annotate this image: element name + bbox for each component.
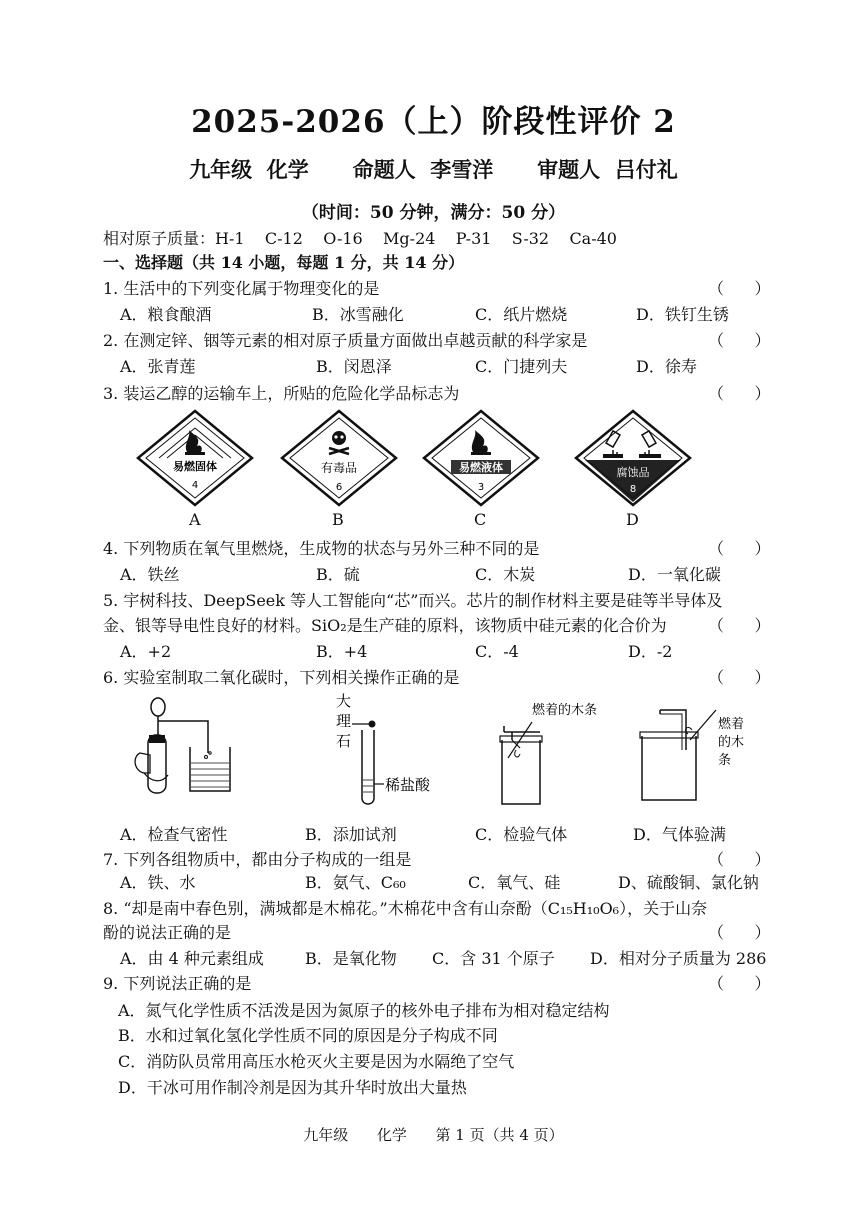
time-info: （时间：50 分钟，满分：50 分）	[301, 203, 566, 223]
q9-option-a[interactable]: A．氮气化学性质不活泼是因为氮原子的核外电子排布为相对稳定结构	[118, 1001, 610, 1020]
fig-c-stick-label: 燃着的木条	[532, 703, 598, 718]
sign-b-text: 有毒品	[320, 461, 358, 475]
sign-a-number: 4	[191, 480, 199, 491]
question-3-stem: 3. 装运乙醇的运输车上，所贴的危险化学品标志为	[103, 384, 460, 403]
answer-blank-7[interactable]: （ ）	[708, 850, 771, 869]
q8-option-a[interactable]: A．由 4 种元素组成	[120, 949, 264, 968]
q6-option-a[interactable]: A．检查气密性	[120, 825, 228, 844]
q2-option-b[interactable]: B．闵恩泽	[316, 357, 392, 376]
exam-title: 2025-2026（上）阶段性评价 2	[191, 104, 676, 140]
answer-blank-4[interactable]: （ ）	[708, 539, 771, 558]
answer-blank-9[interactable]: （ ）	[708, 974, 771, 993]
adding-reagent-figure	[330, 690, 450, 810]
q3-option-a[interactable]: A	[189, 510, 201, 529]
fig-b-acid-label: 稀盐酸	[385, 776, 431, 794]
sign-a-text: 易燃固体	[173, 460, 217, 473]
q4-option-d[interactable]: D．一氧化碳	[628, 565, 721, 584]
q6-option-d[interactable]: D．气体验满	[633, 825, 726, 844]
q1-option-a[interactable]: A．粮食酿酒	[120, 305, 212, 324]
fig-b-marble-label-3: 石	[336, 732, 352, 750]
test-gas-figure	[490, 700, 620, 810]
sign-b-number: 6	[335, 482, 343, 493]
q4-option-a[interactable]: A．铁丝	[120, 565, 180, 584]
gas-full-check-figure	[630, 700, 770, 810]
airtightness-check-figure	[130, 695, 250, 805]
fig-b-marble-label-2: 理	[336, 712, 352, 730]
atomic-masses: 相对原子质量：H-1 C-12 O-16 Mg-24 P-31 S-32 Ca-40	[103, 229, 617, 248]
answer-blank-3[interactable]: （ ）	[708, 384, 771, 403]
fig-d-stick-label-3: 条	[718, 753, 732, 768]
q9-option-b[interactable]: B．水和过氧化氢化学性质不同的原因是分子构成不同	[118, 1026, 498, 1045]
q7-option-b[interactable]: B．氨气、C₆₀	[305, 873, 406, 892]
sign-d-text: 腐蚀品	[616, 466, 650, 479]
q4-option-b[interactable]: B．硫	[316, 565, 360, 584]
corrosive-sign[interactable]	[573, 408, 693, 508]
q9-option-d[interactable]: D．干冰可用作制冷剂是因为其升华时放出大量热	[118, 1078, 467, 1097]
question-1-stem: 1. 生活中的下列变化属于物理变化的是	[103, 279, 380, 298]
q8-option-c[interactable]: C．含 31 个原子	[432, 949, 555, 968]
answer-blank-8[interactable]: （ ）	[708, 923, 771, 942]
fig-b-marble-label-1: 大	[336, 692, 352, 710]
q3-option-d[interactable]: D	[626, 510, 639, 529]
answer-blank-2[interactable]: （ ）	[708, 331, 771, 350]
q5-option-a[interactable]: A．+2	[120, 642, 172, 661]
answer-blank-5[interactable]: （ ）	[708, 616, 771, 635]
q2-option-a[interactable]: A．张青莲	[120, 357, 196, 376]
q2-option-c[interactable]: C．门捷列夫	[475, 357, 568, 376]
sign-c-text: 易燃液体	[459, 461, 503, 474]
q4-option-c[interactable]: C．木炭	[475, 565, 536, 584]
page-footer: 九年级 化学 第 1 页（共 4 页）	[303, 1126, 564, 1144]
q6-option-b[interactable]: B．添加试剂	[305, 825, 397, 844]
q1-option-b[interactable]: B．冰雪融化	[312, 305, 404, 324]
question-8-stem-line1: 8. “却是南中春色别，满城都是木棉花。”木棉花中含有山奈酚（C₁₅H₁₀O₆），关于山奈	[103, 899, 708, 918]
question-4-stem: 4. 下列物质在氧气里燃烧，生成物的状态与另外三种不同的是	[103, 539, 540, 558]
question-7-stem: 7. 下列各组物质中，都由分子构成的一组是	[103, 850, 412, 869]
q6-option-c[interactable]: C．检验气体	[475, 825, 568, 844]
q5-option-b[interactable]: B．+4	[316, 642, 368, 661]
q7-option-d[interactable]: D、硫酸铜、氯化钠	[618, 873, 759, 892]
exam-subtitle: 九年级 化学 命题人 李雪洋 审题人 吕付礼	[189, 157, 678, 182]
q3-option-c[interactable]: C	[474, 510, 487, 529]
question-9-stem: 9. 下列说法正确的是	[103, 974, 252, 993]
q1-option-c[interactable]: C．纸片燃烧	[475, 305, 568, 324]
q7-option-c[interactable]: C．氧气、硅	[468, 873, 561, 892]
q5-option-d[interactable]: D．-2	[628, 642, 673, 661]
q7-option-a[interactable]: A．铁、水	[120, 873, 196, 892]
section-title: 一、选择题（共 14 小题，每题 1 分，共 14 分）	[103, 253, 465, 272]
q2-option-d[interactable]: D．徐寿	[636, 357, 697, 376]
q3-option-b[interactable]: B	[332, 510, 344, 529]
answer-blank-6[interactable]: （ ）	[708, 668, 771, 687]
fig-d-stick-label-1: 燃着	[718, 717, 745, 732]
q1-option-d[interactable]: D．铁钉生锈	[636, 305, 729, 324]
q8-option-d[interactable]: D．相对分子质量为 286	[590, 949, 767, 968]
q8-option-b[interactable]: B．是氧化物	[305, 949, 397, 968]
q9-option-c[interactable]: C．消防队员常用高压水枪灭火主要是因为水隔绝了空气	[118, 1052, 515, 1071]
question-5-stem-line1: 5. 宇树科技、DeepSeek 等人工智能向“芯”而兴。芯片的制作材料主要是硅等半导体及	[103, 591, 723, 610]
toxic-sign[interactable]	[279, 408, 399, 508]
q5-option-c[interactable]: C．-4	[475, 642, 519, 661]
question-5-stem-line2: 金、银等导电性良好的材料。SiO₂是生产硅的原料，该物质中硅元素的化合价为	[103, 616, 667, 635]
answer-blank-1[interactable]: （ ）	[708, 279, 771, 298]
flammable-solid-sign[interactable]	[135, 408, 255, 508]
flammable-liquid-sign[interactable]	[421, 408, 541, 508]
sign-d-number: 8	[629, 484, 637, 495]
question-8-stem-line2: 酚的说法正确的是	[103, 923, 232, 942]
question-2-stem: 2. 在测定锌、铟等元素的相对原子质量方面做出卓越贡献的科学家是	[103, 331, 588, 350]
question-6-stem: 6. 实验室制取二氧化碳时，下列相关操作正确的是	[103, 668, 460, 687]
fig-d-stick-label-2: 的木	[718, 735, 745, 750]
sign-c-number: 3	[477, 482, 485, 493]
